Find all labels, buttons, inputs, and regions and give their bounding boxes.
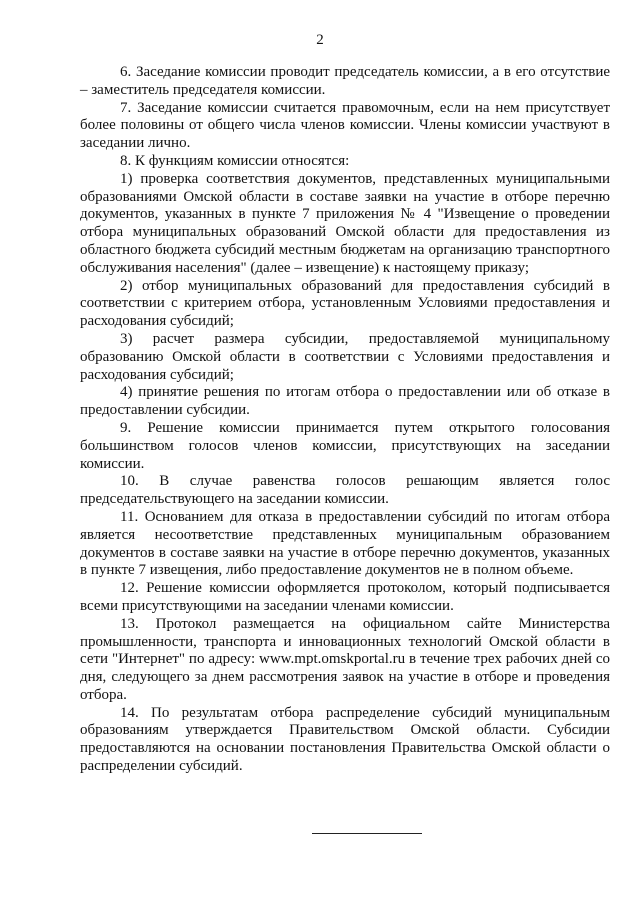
list-item-2: 2) отбор муниципальных образований для предоставления субсидий в соответствии с критерием отбора, установленным Условиями предоставления и расходования субсидий; bbox=[80, 277, 610, 330]
paragraph-14: 14. По результатам отбора распределение субсидий муниципальным образованиям утверждается Правительством Омской области. Субсидии предоставляются на основании постановления Правительства Омской области о распределении субсидий. bbox=[80, 704, 610, 775]
paragraph-6: 6. Заседание комиссии проводит председатель комиссии, а в его отсутствие – заместитель председателя комиссии. bbox=[80, 64, 610, 98]
paragraph-7: 7. Заседание комиссии считается правомочным, если на нем присутствует более половины от общего числа членов комиссии. Члены комиссии участвуют в заседании лично. bbox=[80, 99, 610, 152]
paragraph-8: 8. К функциям комиссии относятся: bbox=[120, 152, 350, 169]
list-item-3: 3) расчет размера субсидии, предоставляемой муниципальному образованию Омской области в соответствии с Условиями предоставления и расходования субсидий; bbox=[80, 330, 610, 383]
paragraph-11: 11. Основанием для отказа в предоставлении субсидий по итогам отбора является несоответствие представленных муниципальным образованием документов в составе заявки на участие в отборе перечню документов, указанных в пункте 7 извещения, либо предоставление документов не в полном объеме. bbox=[80, 508, 610, 579]
list-item-4: 4) принятие решения по итогам отбора о предоставлении или об отказе в предоставлении субсидии. bbox=[80, 384, 610, 419]
document-body bbox=[80, 64, 610, 776]
paragraph-13: 13. Протокол размещается на официальном сайте Министерства промышленности, транспорта и инновационных технологий Омской области в сети "Интернет" по адресу: www.mpt.omskportal.ru в течение трех рабочих дней со дня, следующего за днем рассмотрения заявок на участие в отборе и проведения отбора. bbox=[80, 615, 610, 703]
list-item-1: 1) проверка соответствия документов, представленных муниципальными образованиями Омской области в составе заявки на участие в отборе перечню документов, указанных в пункте 7 приложения № 4 "Извещение о проведении отбора муниципальных образований Омской области для предоставления из областного бюджета субсидий местным бюджетам на организацию транспортного обслуживания населения" (далее – извещение) к настоящему приказу; bbox=[80, 170, 610, 276]
paragraph-10: 10. В случае равенства голосов решающим является голос председательствующего на заседании комиссии. bbox=[80, 473, 610, 508]
page-number: 2 bbox=[316, 32, 324, 48]
paragraph-12: 12. Решение комиссии оформляется протоколом, который подписывается всеми присутствующими на заседании членами комиссии. bbox=[80, 580, 610, 614]
end-divider bbox=[312, 833, 422, 834]
paragraph-9: 9. Решение комиссии принимается путем открытого голосования большинством голосов членов комиссии, присутствующих на заседании комиссии. bbox=[80, 419, 610, 472]
